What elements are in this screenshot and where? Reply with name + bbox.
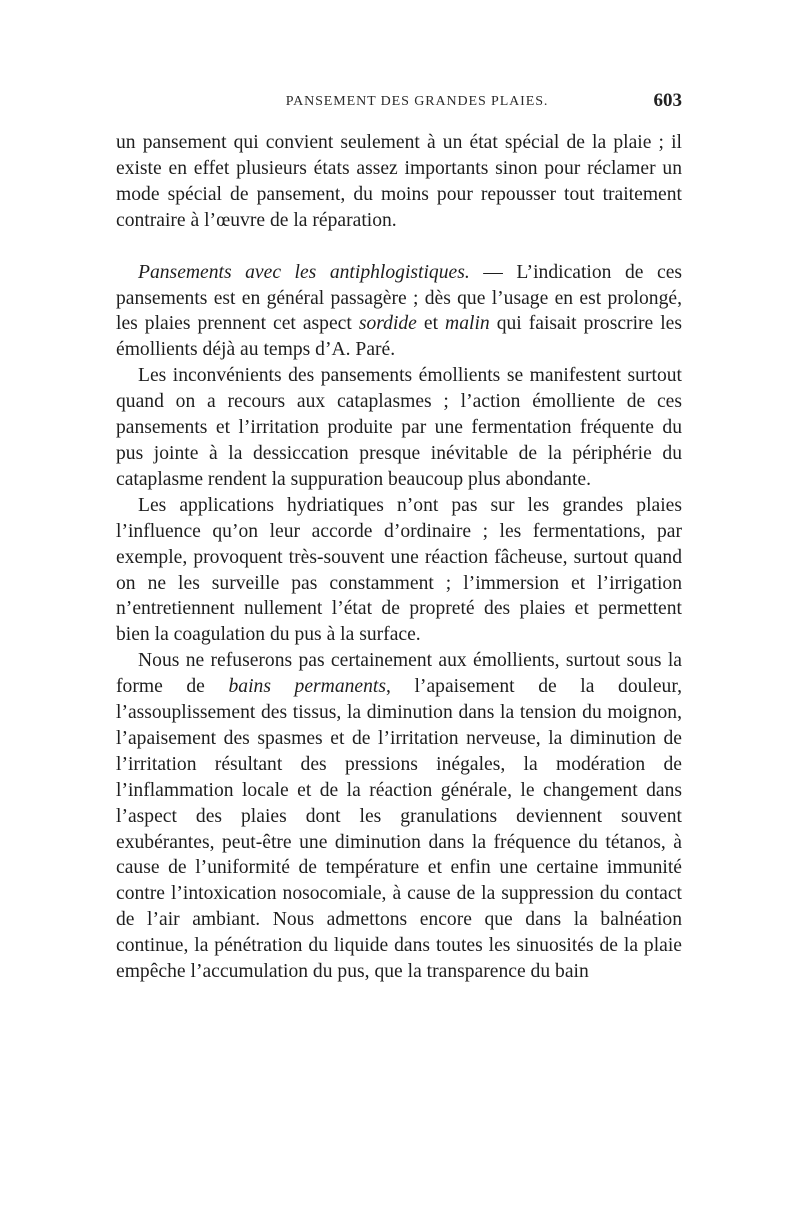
body-text [116,130,682,985]
paragraph-text: qui faisait proscrire les émollients déjà au temps d’A. Paré. [116,313,683,361]
paragraph-hydriatiques [116,493,682,648]
heading-dash: — [469,261,517,283]
page-number: 603 [653,90,682,111]
paragraph-text: Nous ne refuserons pas certainement aux émollients, surtout sous la forme de [116,650,682,698]
paragraph-text: Les applications hydriatiques n’ont pas sur les grandes plaies l’influence qu’on leur accorde d’ordinaire ; les fermentations, par exemple, provoquent très-souvent une réaction fâcheuse, surtout quand on ne les surveille pas constamment ; l’immersion et l’irrigation n’entretiennent nullement l’état de propreté des plaies et permettent bien la coagulation du pus à la surface. [116,494,682,646]
page-header [116,84,682,124]
paragraph-continuation [116,130,682,234]
paragraph-text: L’indication de ces pansements est en général passagère ; dès que l’usage en est prolongé, les plaies prennent cet aspect [116,261,683,335]
paragraph-text: , l’apaisement de la douleur, l’assouplissement des tissus, la diminution dans la tension du moignon, l’apaisement des spasmes et de l’irritation nerveuse, la diminution de l’irritation résultant des pressions inégales, la modération de l’inflammation locale et de la réaction générale, le changement dans l’aspect des plaies dont les granulations deviennent souvent exubérantes, peut-être une diminution dans la fréquence du tétanos, à cause de l’uniformité de température et enfin une certaine immunité contre l’intoxication nosocomiale, à cause de la suppression du contact de l’air ambiant. Nous admettons encore que dans la balnéation continue, la pénétration du liquide dans toutes les sinuosités de la plaie empêche l’accumulation du pus, que la transparence du bain [116,676,682,983]
running-title: PANSEMENT DES GRANDES PLAIES. [285,94,549,109]
paragraph-section-antiphlogistiques [116,260,682,364]
paragraph-emollients [116,648,682,985]
section-heading: Pansements avec les antiphlogistiques. [138,261,470,283]
paragraph-text: un pansement qui convient seulement à un état spécial de la plaie ; il existe en effet plusieurs états assez importants sinon pour réclamer un mode spécial de pansement, du moins pour repousser tout traitement contraire à l’œuvre de la réparation. [116,132,682,231]
emphasis-text: sordide [358,313,417,335]
paragraph-inconvenients [116,363,682,493]
paragraph-text: et [416,313,446,335]
paragraph-text: Les inconvénients des pansements émollients se manifestent surtout quand on a recours aux cataplasmes ; l’action émolliente de ces pansements et l’irritation produite par une fermentation fréquente du pus jointe à la dessiccation presque inévitable de la périphérie du cataplasme rendent la suppuration beaucoup plus abondante. [116,365,682,490]
emphasis-text: bains permanents [228,676,386,698]
emphasis-text: malin [445,313,490,335]
